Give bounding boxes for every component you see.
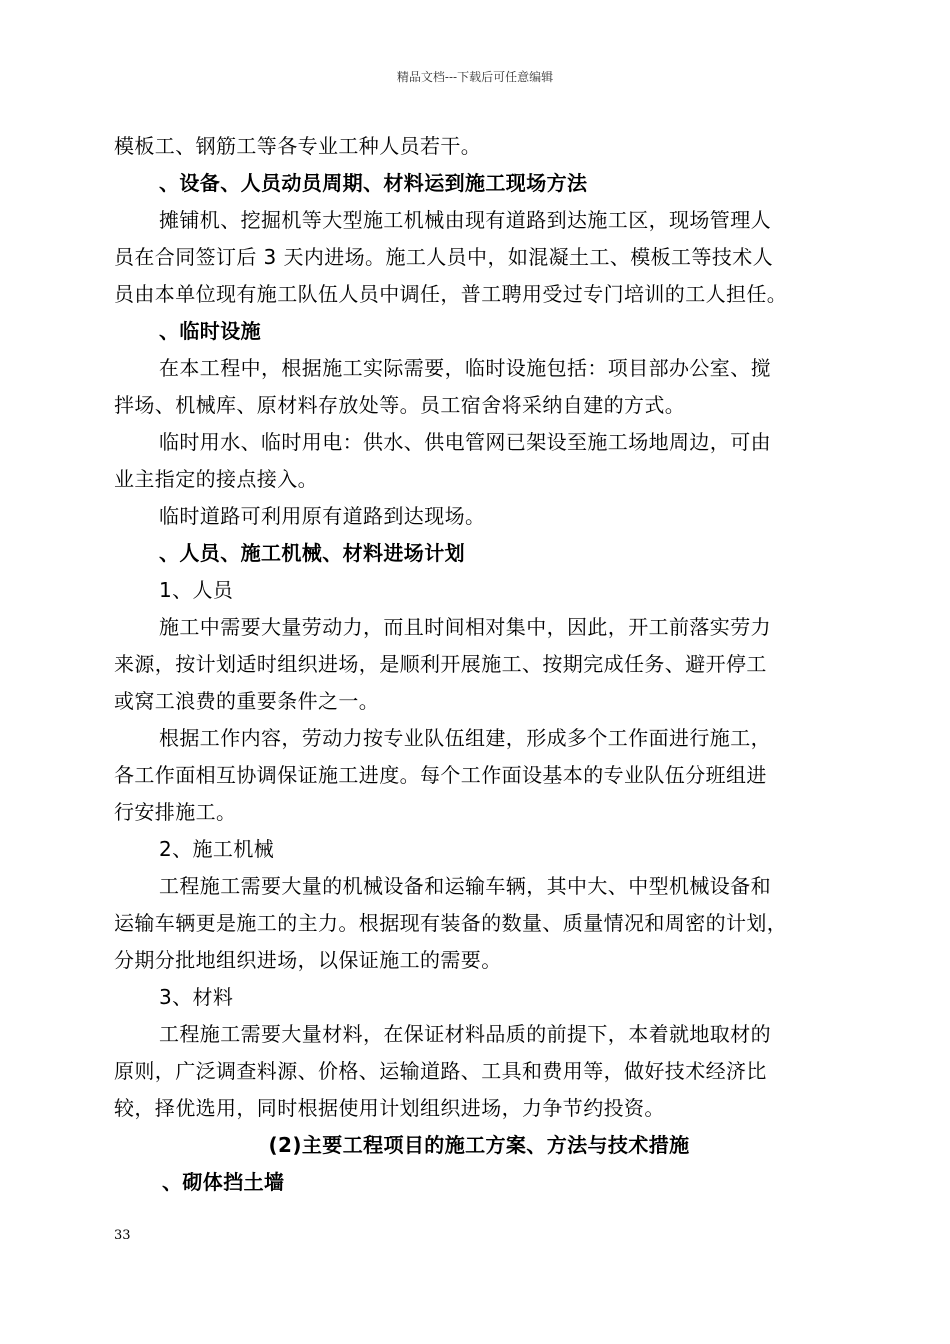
section-heading: 、人员、施工机械、材料进场计划	[159, 541, 465, 565]
paragraph-line: 临时用水、临时用电：供水、供电管网已架设至施工场地周边，可由	[159, 430, 771, 454]
paragraph-line: 拌场、机械库、原材料存放处等。员工宿舍将采纳自建的方式。	[114, 393, 686, 417]
paragraph-line: 原则，广泛调查料源、价格、运输道路、工具和费用等，做好技术经济比	[114, 1059, 767, 1083]
paragraph-line: 根据工作内容，劳动力按专业队伍组建，形成多个工作面进行施工，	[159, 726, 771, 750]
paragraph-line: 来源，按计划适时组织进场，是顺利开展施工、按期完成任务、避开停工	[114, 652, 767, 676]
section-heading: 、设备、人员动员周期、材料运到施工现场方法	[159, 171, 588, 195]
subsection-heading: 2、施工机械	[159, 837, 275, 861]
paragraph-line: 员由本单位现有施工队伍人员中调任，普工聘用受过专门培训的工人担任。	[114, 282, 788, 306]
document-body	[114, 128, 844, 1201]
paragraph-line: 施工中需要大量劳动力，而且时间相对集中，因此，开工前落实劳力	[159, 615, 771, 639]
page-number: 33	[114, 1228, 131, 1243]
chapter-heading: (2)主要工程项目的施工方案、方法与技术措施	[268, 1133, 690, 1157]
section-heading: 、临时设施	[159, 319, 261, 343]
paragraph-line: 工程施工需要大量材料，在保证材料品质的前提下，本着就地取材的	[159, 1022, 771, 1046]
paragraph-line: 在本工程中，根据施工实际需要，临时设施包括：项目部办公室、搅	[159, 356, 771, 380]
page-header: 精品文档---下载后可任意编辑	[396, 70, 554, 84]
subsection-heading: 1、人员	[159, 578, 234, 602]
paragraph-line: 工程施工需要大量的机械设备和运输车辆，其中大、中型机械设备和	[159, 874, 771, 898]
paragraph-line: 员在合同签订后 3 天内进场。施工人员中，如混凝土工、模板工等技术人	[114, 245, 774, 269]
paragraph-line: 行安排施工。	[114, 800, 237, 824]
paragraph-line: 临时道路可利用原有道路到达现场。	[159, 504, 486, 528]
paragraph-line: 运输车辆更是施工的主力。根据现有装备的数量、质量情况和周密的计划，	[114, 911, 788, 935]
paragraph-line: 业主指定的接点接入。	[114, 467, 318, 491]
paragraph-line: 摊铺机、挖掘机等大型施工机械由现有道路到达施工区，现场管理人	[159, 208, 771, 232]
section-heading: 、砌体挡土墙	[162, 1170, 285, 1194]
paragraph-line: 分期分批地组织进场，以保证施工的需要。	[114, 948, 502, 972]
paragraph-line: 或窝工浪费的重要条件之一。	[114, 689, 380, 713]
paragraph-line: 较，择优选用，同时根据使用计划组织进场，力争节约投资。	[114, 1096, 665, 1120]
subsection-heading: 3、材料	[159, 985, 234, 1009]
paragraph-line: 各工作面相互协调保证施工进度。每个工作面设基本的专业队伍分班组进	[114, 763, 767, 787]
paragraph-line: 模板工、钢筋工等各专业工种人员若干。	[114, 134, 482, 158]
